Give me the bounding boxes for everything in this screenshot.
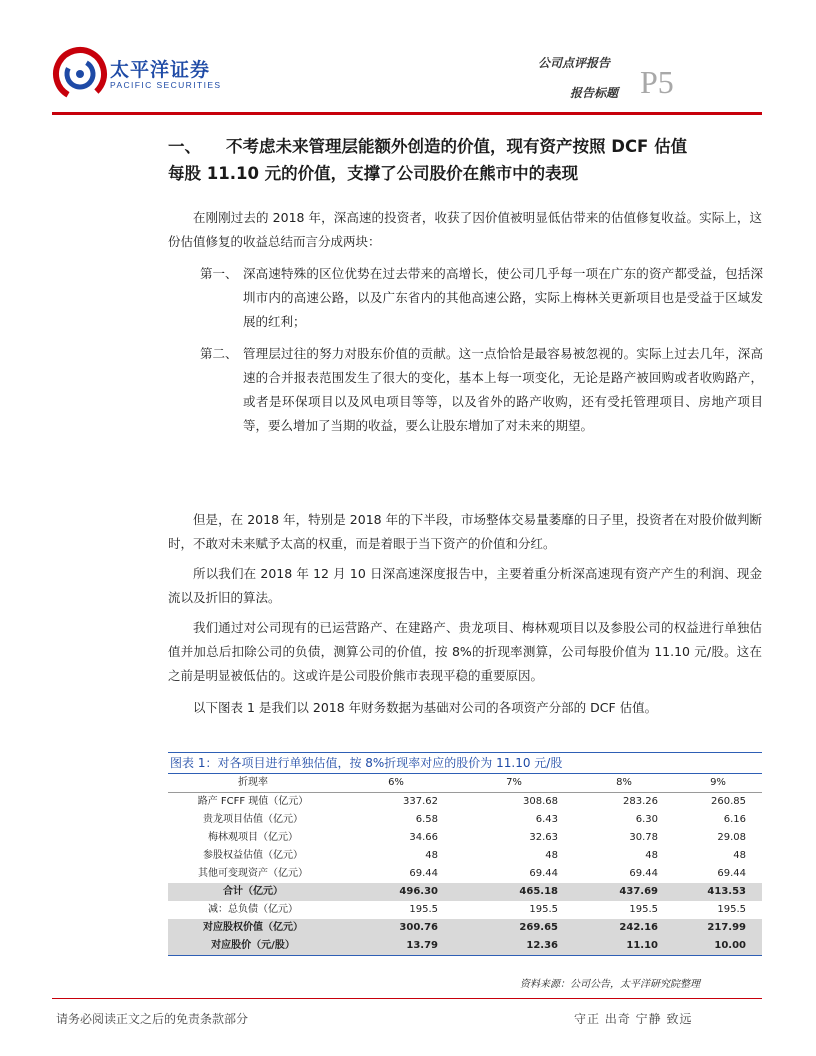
valuation-table (168, 752, 762, 956)
table-cell: 48 (645, 850, 658, 861)
table-cell: 13.79 (406, 940, 438, 951)
report-type: 公司点评报告 (538, 56, 611, 70)
item-1-text: 深高速特殊的区位优势在过去带来的高增长，使公司几乎每一项在广东的资产都受益，包括深圳市内的高速公路，以及广东省内的其他高速公路，实际上梅林关更新项目也是受益于区域发展的红利； (243, 266, 763, 329)
section-title-line1: 不考虑未来管理层能额外创造的价值，现有资产按照 DCF 估值 (226, 137, 688, 156)
table-header-row (168, 774, 762, 793)
report-title-label: 报告标题 (570, 86, 619, 100)
table-header-cell: 6% (388, 777, 404, 788)
table-row-label: 路产 FCFF 现值（亿元） (197, 796, 309, 807)
table-source: 资料来源：公司公告，太平洋研究院整理 (520, 979, 700, 990)
table-row (168, 847, 762, 865)
footer-disclaimer: 请务必阅读正文之后的免责条款部分 (56, 1012, 249, 1026)
table-row (168, 865, 762, 883)
table-cell: 32.63 (529, 832, 558, 843)
table-cell: 69.44 (409, 868, 438, 879)
table-cell: 300.76 (399, 922, 438, 933)
header-divider (52, 112, 762, 115)
paragraph-2: 但是，在 2018 年，特别是 2018 年的下半段，市场整体交易量萎靡的日子里，投资者在对股价做判断时，不敢对未来赋予太高的权重，而是着眼于当下资产的价值和分红。 (168, 512, 762, 551)
table-cell: 6.43 (535, 814, 558, 825)
table-header-cell: 8% (616, 777, 632, 788)
table-row (168, 901, 762, 919)
table-cell: 29.08 (717, 832, 746, 843)
item-1-label: 第一、 (200, 266, 238, 281)
table-cell: 217.99 (707, 922, 746, 933)
table-row (168, 919, 762, 937)
item-2-label: 第二、 (200, 346, 238, 361)
table-row-label: 贵龙项目估值（亿元） (203, 814, 303, 825)
table-cell: 195.5 (529, 904, 558, 915)
paragraph-3: 所以我们在 2018 年 12 月 10 日深高速深度报告中，主要着重分析深高速现有资产产生的利润、现金流以及折旧的算法。 (168, 566, 762, 605)
table-row-label: 对应股权价值（亿元） (203, 922, 303, 933)
table-row (168, 883, 762, 901)
logo-english-text: PACIFIC SECURITIES (110, 80, 222, 90)
table-cell: 337.62 (403, 796, 438, 807)
table-cell: 6.58 (415, 814, 438, 825)
table-cell: 10.00 (714, 940, 746, 951)
table-body (168, 793, 762, 955)
footer-divider (52, 998, 762, 999)
table-cell: 195.5 (717, 904, 746, 915)
logo-chinese-text: 太平洋证券 (110, 59, 211, 81)
table-row-label: 其他可变现资产（亿元） (198, 868, 308, 879)
table-header-cell: 折现率 (238, 777, 268, 788)
table-cell: 269.65 (519, 922, 558, 933)
company-logo (52, 46, 222, 102)
section-title-line2: 每股 11.10 元的价值，支撑了公司股价在熊市中的表现 (168, 164, 579, 183)
table-cell: 11.10 (626, 940, 658, 951)
table-row-label: 减：总负债（亿元） (208, 904, 298, 915)
table-cell: 34.66 (409, 832, 438, 843)
table-cell: 260.85 (711, 796, 746, 807)
table-caption: 图表 1：对各项目进行单独估值，按 8%折现率对应的股价为 11.10 元/股 (168, 752, 762, 774)
table-cell: 308.68 (523, 796, 558, 807)
item-2-text: 管理层过往的努力对股东价值的贡献。这一点恰恰是最容易被忽视的。实际上过去几年，深高速的合并报表范围发生了很大的变化，基本上每一项变化，无论是路产被回购或者收购路产，或者是环保项目以及风电项目等等，以及省外的路产收购，还有受托管理项目、房地产项目等，要么增加了当期的收益，要么让股东增加了对未来的期望。 (243, 346, 763, 433)
table-cell: 195.5 (629, 904, 658, 915)
paragraph-4: 我们通过对公司现有的已运营路产、在建路产、贵龙项目、梅林观项目以及参股公司的权益进行单独估值并加总后扣除公司的负债，测算公司的价值，按 8%的折现率测算，公司每股价值为 11.10 元/股。这在之前是明显被低估的。这或许是公司股价熊市表现平稳的重要原因。 (168, 620, 762, 683)
table-cell: 69.44 (529, 868, 558, 879)
table-row (168, 829, 762, 847)
table-cell: 413.53 (707, 886, 746, 897)
table-cell: 242.16 (619, 922, 658, 933)
table-row (168, 937, 762, 955)
table-cell: 48 (425, 850, 438, 861)
table-header-cell: 7% (506, 777, 522, 788)
table-cell: 496.30 (399, 886, 438, 897)
table-cell: 437.69 (619, 886, 658, 897)
page-number: P5 (640, 64, 674, 100)
table-cell: 465.18 (519, 886, 558, 897)
table-header-cell: 9% (710, 777, 726, 788)
table-row-label: 参股权益估值（亿元） (203, 850, 303, 861)
table-cell: 195.5 (409, 904, 438, 915)
table-row (168, 811, 762, 829)
table-row-label: 对应股价（元/股） (211, 940, 295, 951)
logo-mark-icon (52, 46, 108, 102)
paragraph-5: 以下图表 1 是我们以 2018 年财务数据为基础对公司的各项资产分部的 DCF 估值。 (193, 700, 658, 715)
table-row-label: 梅林观项目（亿元） (208, 832, 298, 843)
intro-paragraph: 在刚刚过去的 2018 年，深高速的投资者，收获了因价值被明显低估带来的估值修复收益。实际上，这份估值修复的收益总结而言分成两块： (168, 210, 762, 249)
table-cell: 12.36 (526, 940, 558, 951)
footer-motto: 守正 出奇 宁静 致远 (574, 1012, 693, 1026)
table-cell: 283.26 (623, 796, 658, 807)
table-cell: 69.44 (717, 868, 746, 879)
table-cell: 69.44 (629, 868, 658, 879)
table-cell: 6.16 (723, 814, 746, 825)
table-cell: 6.30 (635, 814, 658, 825)
table-bottom-rule (168, 955, 762, 956)
table-cell: 30.78 (629, 832, 658, 843)
section-number: 一、 (168, 137, 201, 156)
table-row (168, 793, 762, 811)
table-cell: 48 (733, 850, 746, 861)
table-cell: 48 (545, 850, 558, 861)
table-row-label: 合计（亿元） (223, 886, 283, 897)
